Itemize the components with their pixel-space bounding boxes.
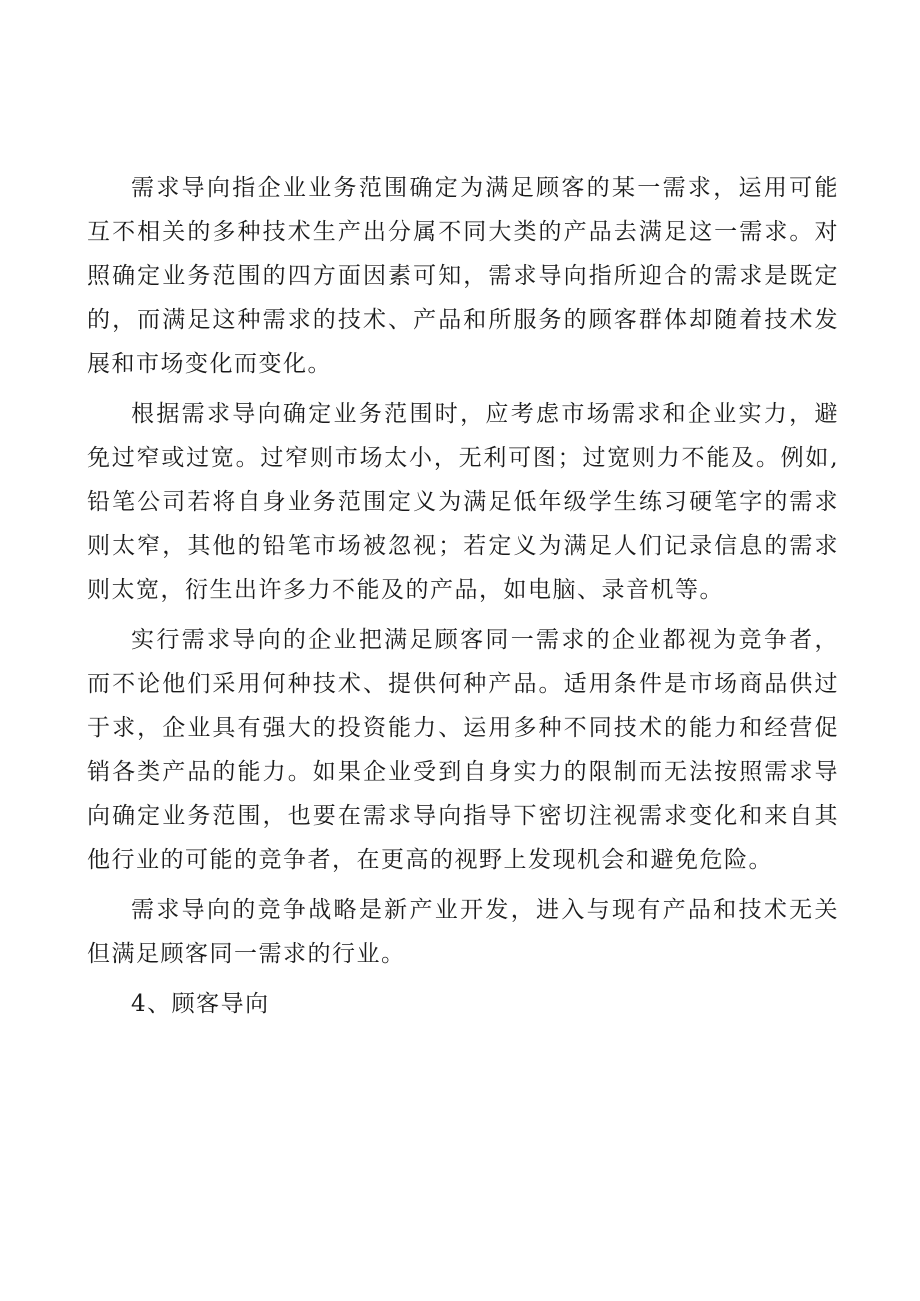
section-heading-customer-orientation: 4、顾客导向 <box>131 991 270 1017</box>
paragraph-competitors: 实行需求导向的企业把满足顾客同一需求的企业都视为竞争者，而不论他们采用何种技术、提供何种产品。适用条件是市场商品供过于求，企业具有强大的投资能力、运用多种不同技术的能力和经营促销各类产品的能力。如果企业受到自身实力的限制而无法按照需求导向确定业务范围，也要在需求导向指导下密切注视需求变化和来自其他行业的可能的竞争者，在更高的视野上发现机会和避免危险。 <box>87 627 839 873</box>
document-body <box>87 166 839 1026</box>
paragraph-competitive-strategy: 需求导向的竞争战略是新产业开发，进入与现有产品和技术无关但满足顾客同一需求的行业。 <box>87 897 839 967</box>
paragraph-business-scope: 根据需求导向确定业务范围时，应考虑市场需求和企业实力，避免过窄或过宽。过窄则市场太小，无利可图；过宽则力不能及。例如,铅笔公司若将自身业务范围定义为满足低年级学生练习硬笔字的需求则太窄，其他的铅笔市场被忽视；若定义为满足人们记录信息的需求则太宽，衍生出许多力不能及的产品，如电脑、录音机等。 <box>87 401 839 603</box>
paragraph-demand-orientation-definition: 需求导向指企业业务范围确定为满足顾客的某一需求，运用可能互不相关的多种技术生产出分属不同大类的产品去满足这一需求。对照确定业务范围的四方面因素可知，需求导向指所迎合的需求是既定的，而满足这种需求的技术、产品和所服务的顾客群体却随着技术发展和市场变化而变化。 <box>87 175 839 377</box>
